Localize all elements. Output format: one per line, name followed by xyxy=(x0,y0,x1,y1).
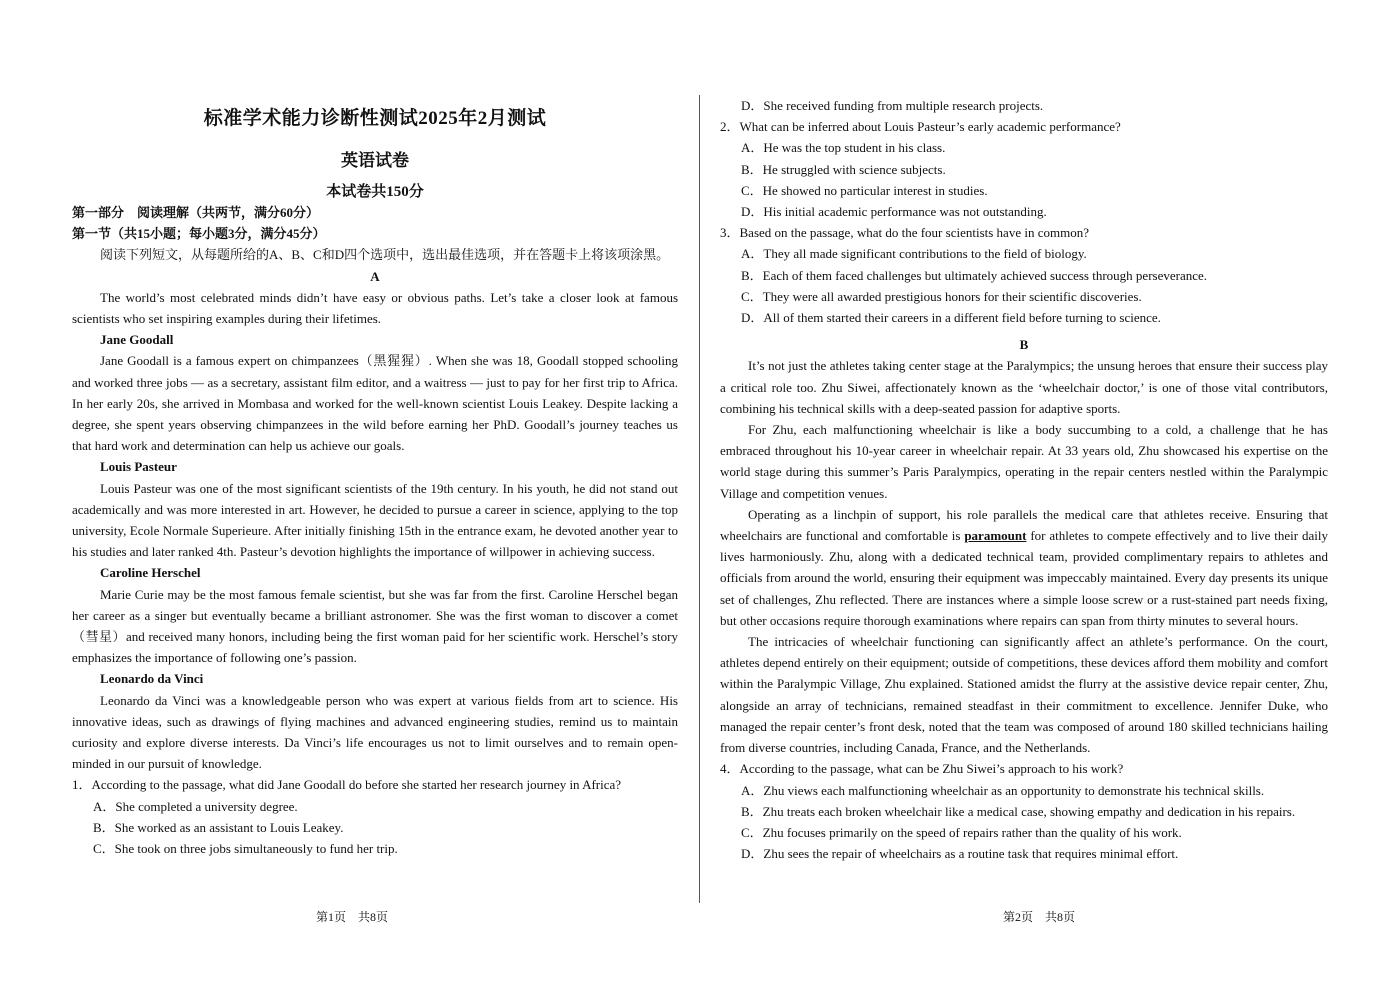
passage-a-intro: The world’s most celebrated minds didn’t have easy or obvious paths. Let’s take a closer look at famous scientists who set inspiring examples during their lifetimes. xyxy=(72,289,678,327)
column-divider xyxy=(699,95,700,903)
subject-title: 英语试卷 xyxy=(341,151,409,170)
q2-stem: 2．What can be inferred about Louis Pasteur’s early academic performance? xyxy=(720,119,1121,135)
q3-stem: 3．Based on the passage, what do the four scientists have in common? xyxy=(720,225,1089,241)
q4-option-d: D．Zhu sees the repair of wheelchairs as a routine task that requires minimal effort. xyxy=(741,846,1179,862)
q4-option-a: A．Zhu views each malfunctioning wheelchair as an opportunity to demonstrate his technical skills. xyxy=(741,782,1265,798)
instruction: 阅读下列短文，从每题所给的A、B、C和D四个选项中，选出最佳选项，并在答题卡上将该项涂黑。 xyxy=(100,247,670,263)
passage-b-label: B xyxy=(1019,337,1029,353)
q3-option-b: B．Each of them faced challenges but ultimately achieved success through perseverance. xyxy=(741,267,1208,283)
herschel-heading: Caroline Herschel xyxy=(100,565,201,581)
p3-after: for athletes to compete effectively and to live their daily lives harmoniously. Zhu, along with a dedicated technical team, provided complimentary repairs to athletes and officials from around the world, ensuring their equipment was impeccably maintained. Every day presents its unique set of challenges, Zhu reflected. There are instances where a simple loose screw or a rust-stained part needs fixing, but other occasions require thorough examinations where repairs can span from thirty minutes to several hours. xyxy=(720,528,1328,628)
left-column xyxy=(72,202,678,859)
total-score: 本试卷共150分 xyxy=(326,184,424,200)
passage-b-paragraph-2: For Zhu, each malfunctioning wheelchair is like a body succumbing to a cold, a challenge that he has embraced throughout his 10-year career in wheelchair repair. At 33 years old, Zhu showcased his expertise on the world stage during this summer’s Paris Paralympics, operating in the repair centers nestled within the Paralympic Village and competition venues. xyxy=(720,422,1328,501)
pasteur-heading: Louis Pasteur xyxy=(100,459,177,475)
q4-option-b: B．Zhu treats each broken wheelchair like a medical case, showing empathy and dedication in his repairs. xyxy=(741,803,1296,819)
p3-before: Operating as a linchpin of support, his role parallels the medical care that athletes receive. Ensuring that wheelchairs are functional and comfortable is xyxy=(720,506,1328,544)
q2-option-b: B．He struggled with science subjects. xyxy=(741,161,946,177)
q1-stem: 1．According to the passage, what did Jane Goodall do before she started her research journey in Africa? xyxy=(72,777,622,793)
q1-option-b: B．She worked as an assistant to Louis Leakey. xyxy=(93,819,344,835)
underlined-word-paramount: paramount xyxy=(964,528,1027,544)
davinci-paragraph: Leonardo da Vinci was a knowledgeable person who was expert at various fields from art to science. His innovative ideas, such as drawings of flying machines and advanced engineering studies, remind us to maintain curiosity and explore diverse interests. Da Vinci’s life encourages us not to limit ourselves and to remain open-minded in our pursuit of knowledge. xyxy=(72,692,678,772)
passage-b-paragraph-1: It’s not just the athletes taking center stage at the Paralympics; the unsung heroes that ensure their success play a critical role too. Zhu Siwei, affectionately known as the ‘wheelchair doctor,’ is one of those vital contributors, combining his technical skills with a deep-seated passion for adaptive sports. xyxy=(720,358,1328,416)
q3-option-c: C．They were all awarded prestigious honors for their scientific discoveries. xyxy=(741,288,1142,304)
part1-heading: 第一部分 阅读理解（共两节，满分60分） xyxy=(72,205,320,220)
passage-b-paragraph-3 xyxy=(720,504,1328,631)
page-footer-left: 第1页 共8页 xyxy=(316,910,389,924)
q3-option-a: A．They all made significant contributions to the field of biology. xyxy=(741,246,1087,262)
goodall-heading: Jane Goodall xyxy=(100,332,174,348)
passage-b-paragraph-4: The intricacies of wheelchair functioning can significantly affect an athlete’s performance. On the court, athletes depend entirely on their equipment; outside of competitions, these devices afford them mobility and comfort within the Paralympic Village, Zhu explained. Stationed amidst the flurry at the assistive device repair center, Zhu, alongside an array of technicians, remained steadfast in their commitment to excellence. Jennifer Duke, who managed the repair center’s front desk, noted that the team was composed of around 180 skilled technicians hailing from diverse countries, including Canada, France, and the Netherlands. xyxy=(720,634,1328,756)
q4-option-c: C．Zhu focuses primarily on the speed of repairs rather than the quality of his work. xyxy=(741,824,1182,840)
q3-option-d: D．All of them started their careers in a different field before turning to science. xyxy=(741,310,1161,326)
right-column xyxy=(720,95,1328,864)
page-footer-right: 第2页 共8页 xyxy=(1003,910,1076,924)
passage-a-label: A xyxy=(370,268,380,284)
davinci-heading: Leonardo da Vinci xyxy=(100,671,204,687)
q1-option-c: C．She took on three jobs simultaneously to fund her trip. xyxy=(93,841,398,857)
q2-option-c: C．He showed no particular interest in studies. xyxy=(741,182,988,198)
goodall-paragraph: Jane Goodall is a famous expert on chimpanzees（黑猩猩）. When she was 18, Goodall stopped schooling and worked three jobs — as a secretary, assistant film editor, and a waitress — just to pay for her first trip to Africa. In her early 20s, she arrived in Mombasa and worked for the well-known scientist Louis Leakey. Despite lacking a degree, she spent years observing chimpanzees in the wild before earning her PhD. Goodall’s journey teaches us that hard work and determination can help us achieve our goals. xyxy=(72,353,678,454)
section1-heading: 第一节（共15小题；每小题3分，满分45分） xyxy=(72,226,326,242)
q1-option-a: A．She completed a university degree. xyxy=(93,798,298,814)
pasteur-paragraph: Louis Pasteur was one of the most significant scientists of the 19th century. In his youth, he did not stand out academically and was more interested in art. However, he decided to pursue a career in science, applying to the top university, Ecole Normale Superieure. After initially finishing 15th in the entrance exam, he devoted another year to his studies and later ranked 4th. Pasteur’s devotion highlights the importance of willpower in achieving success. xyxy=(72,480,678,560)
exam-title: 标准学术能力诊断性测试2025年2月测试 xyxy=(203,108,547,129)
herschel-paragraph: Marie Curie may be the most famous female scientist, but she was far from the first. Caroline Herschel began her career as a singer but eventually became a brilliant astronomer. She was the first woman to discover a comet（彗星）and received many honors, including being the first woman paid for her scientific work. Herschel’s story emphasizes the importance of following one’s passion. xyxy=(72,586,678,666)
q4-stem: 4．According to the passage, what can be Zhu Siwei’s approach to his work? xyxy=(720,761,1124,777)
q1-option-d: D．She received funding from multiple research projects. xyxy=(741,98,1044,113)
q2-option-a: A．He was the top student in his class. xyxy=(741,140,946,156)
q2-option-d: D．His initial academic performance was not outstanding. xyxy=(741,204,1047,220)
